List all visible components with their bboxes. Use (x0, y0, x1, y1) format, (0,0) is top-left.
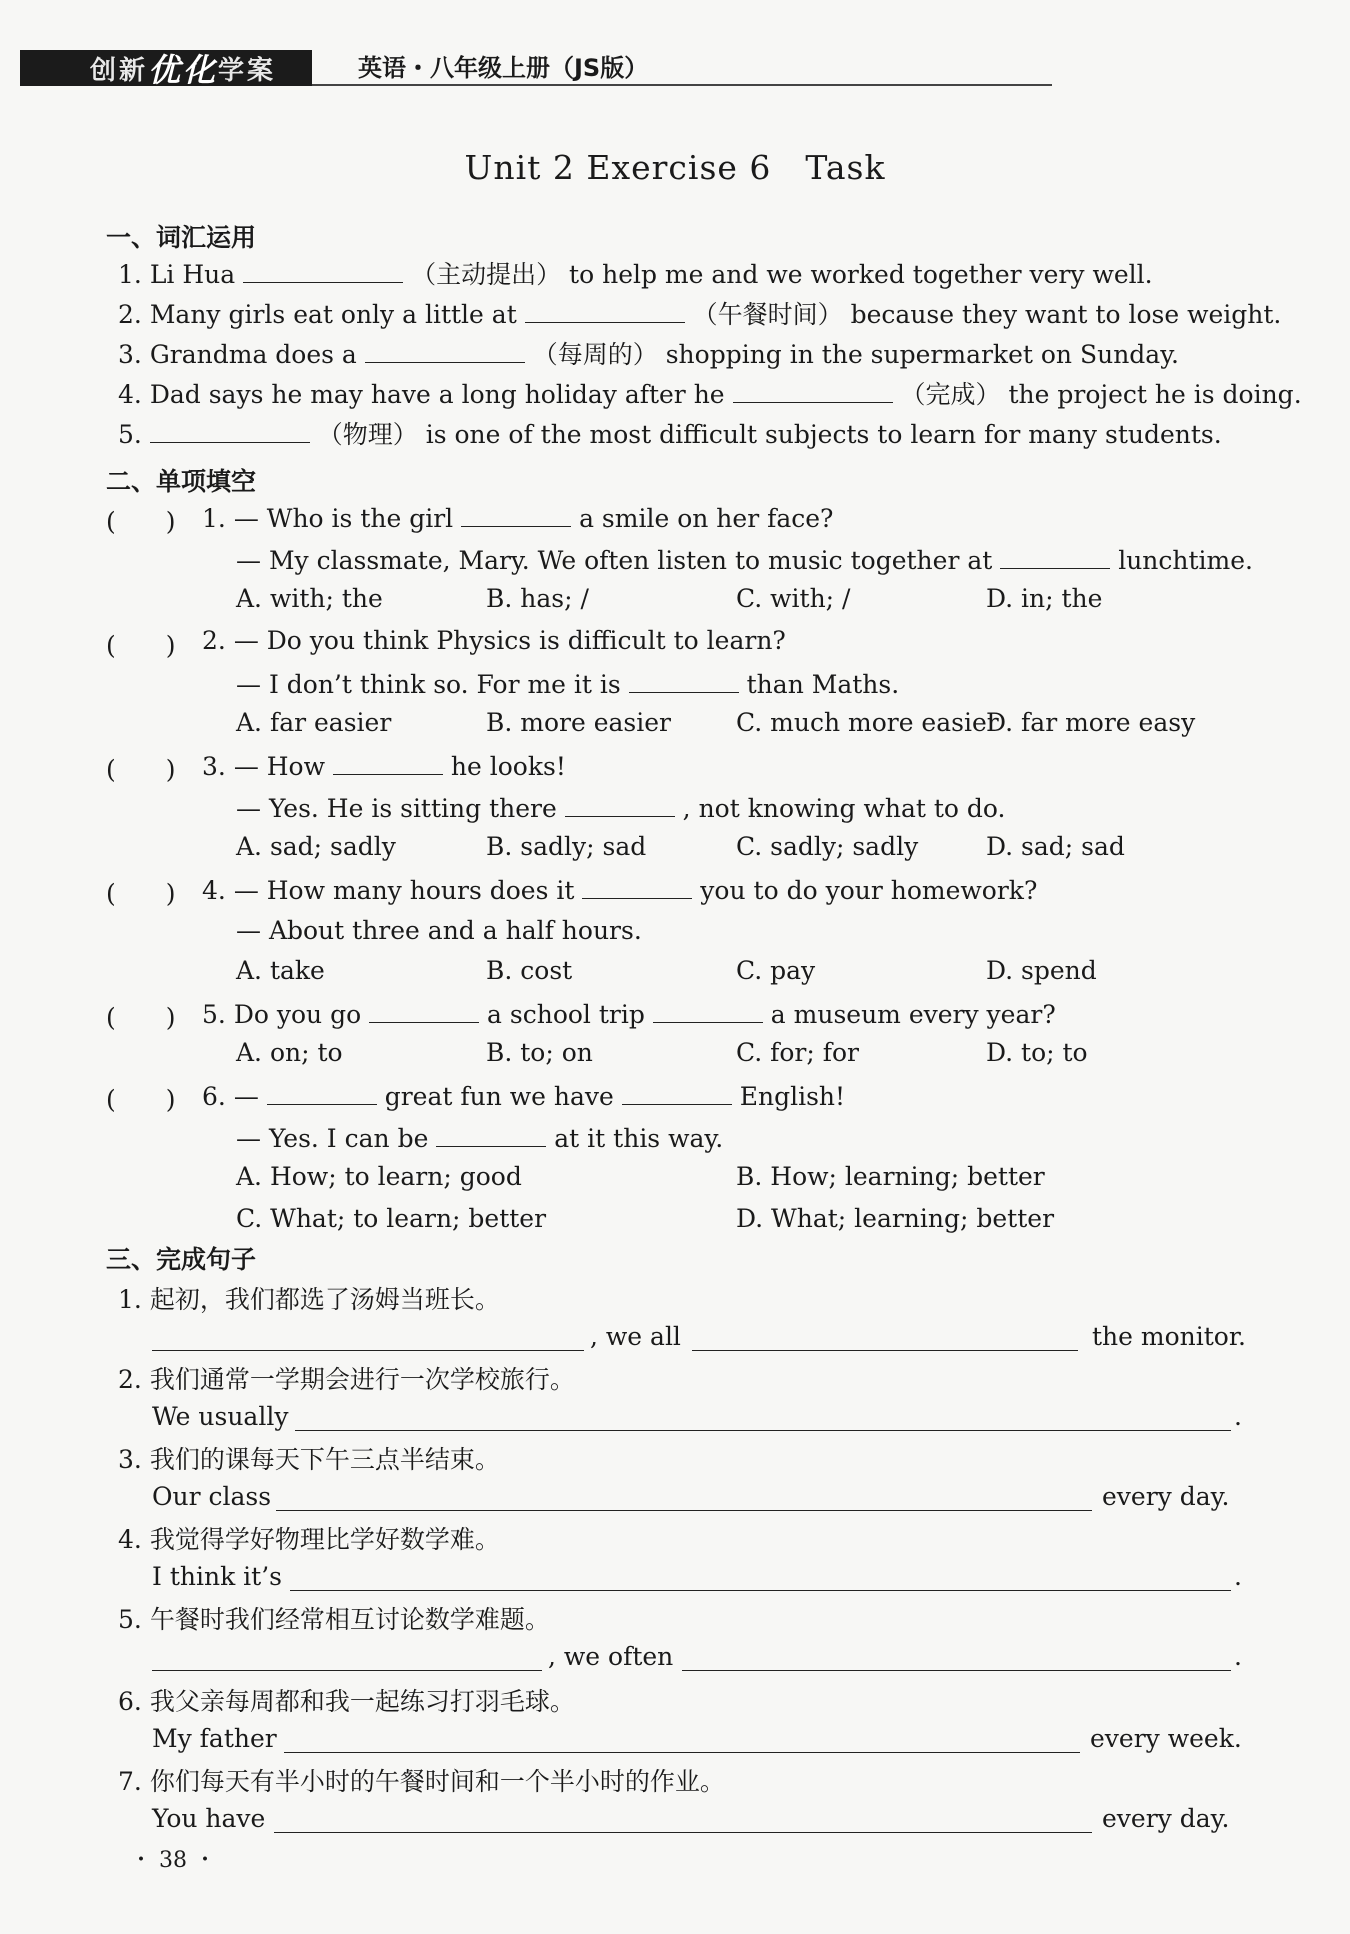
answer-line[interactable] (276, 1510, 1092, 1511)
answer-line[interactable] (152, 1670, 542, 1671)
option-d[interactable]: D. far more easy (986, 708, 1196, 737)
mc-question-6: 6. — great fun we have English! (202, 1078, 845, 1114)
sentence-ending: the monitor. (1092, 1322, 1246, 1351)
vocab-item-4: 4. Dad says he may have a long holiday after he （完成） the project he is doing. (118, 376, 1302, 412)
mc-question-4: 4. — How many hours does it you to do your homework? (202, 872, 1037, 908)
option-d[interactable]: D. in; the (986, 584, 1103, 613)
option-a[interactable]: A. take (236, 956, 325, 985)
option-d[interactable]: D. sad; sad (986, 832, 1125, 861)
answer-bracket[interactable]: ( ) (106, 631, 176, 660)
translate-item-7: 7. 你们每天有半小时的午餐时间和一个半小时的作业。 (118, 1767, 725, 1796)
answer-bracket[interactable]: ( ) (106, 755, 176, 784)
sentence-ending: every day. (1102, 1804, 1230, 1833)
answer-blank[interactable] (733, 376, 893, 403)
mc-question-2-reply: — I don’t think so. For me it is than Maths. (236, 666, 899, 702)
mc-question-4-reply: — About three and a half hours. (236, 916, 642, 945)
answer-blank[interactable] (582, 872, 692, 899)
option-a[interactable]: A. How; to learn; good (236, 1162, 522, 1191)
answer-line[interactable] (152, 1350, 584, 1351)
mc-question-3: 3. — How he looks! (202, 748, 566, 784)
sentence-ending: every week. (1090, 1724, 1242, 1753)
sentence-ending: . (1234, 1562, 1242, 1591)
option-c[interactable]: C. for; for (736, 1038, 860, 1067)
brand-banner (20, 50, 312, 89)
option-d[interactable]: D. to; to (986, 1038, 1088, 1067)
answer-bracket[interactable]: ( ) (106, 507, 176, 536)
translate-item-3: 3. 我们的课每天下午三点半结束。 (118, 1445, 500, 1474)
brand-text-3: 学案 (218, 55, 277, 86)
option-a[interactable]: A. with; the (236, 584, 383, 613)
option-c[interactable]: C. pay (736, 956, 816, 985)
answer-bracket[interactable]: ( ) (106, 879, 176, 908)
subject-label: 英语・八年级上册（JS版） (358, 54, 649, 82)
answer-line[interactable] (284, 1752, 1080, 1753)
mc-question-1: 1. — Who is the girl a smile on her face? (202, 500, 833, 536)
sentence-start: I think it’s (152, 1562, 282, 1591)
brand-text-2: 优化 (148, 51, 219, 89)
sentence-fragment: , we all (590, 1322, 681, 1351)
option-c[interactable]: C. with; / (736, 584, 851, 613)
option-a[interactable]: A. on; to (236, 1038, 343, 1067)
answer-blank[interactable] (436, 1120, 546, 1147)
option-a[interactable]: A. sad; sadly (236, 832, 396, 861)
translate-item-6: 6. 我父亲每周都和我一起练习打羽毛球。 (118, 1687, 575, 1716)
vocab-item-5: 5. （物理） is one of the most difficult subjects to learn for many students. (118, 416, 1222, 452)
translate-item-5: 5. 午餐时我们经常相互讨论数学难题。 (118, 1605, 550, 1634)
header-rule (312, 84, 1052, 86)
answer-line[interactable] (682, 1670, 1231, 1671)
answer-blank[interactable] (333, 748, 443, 775)
page-title: Unit 2 Exercise 6 Task (464, 148, 886, 187)
answer-blank[interactable] (369, 996, 479, 1023)
option-b[interactable]: B. more easier (486, 708, 671, 737)
option-b[interactable]: B. How; learning; better (736, 1162, 1045, 1191)
translate-item-4: 4. 我觉得学好物理比学好数学难。 (118, 1525, 500, 1554)
answer-blank[interactable] (243, 256, 403, 283)
sentence-start: Our class (152, 1482, 272, 1511)
answer-bracket[interactable]: ( ) (106, 1003, 176, 1032)
answer-bracket[interactable]: ( ) (106, 1085, 176, 1114)
section2-heading: 二、单项填空 (106, 467, 257, 496)
sentence-ending: . (1234, 1402, 1242, 1431)
sentence-ending: . (1234, 1642, 1242, 1671)
mc-question-6-reply: — Yes. I can be at it this way. (236, 1120, 723, 1156)
translate-item-2: 2. 我们通常一学期会进行一次学校旅行。 (118, 1365, 575, 1394)
option-b[interactable]: B. sadly; sad (486, 832, 647, 861)
answer-blank[interactable] (565, 790, 675, 817)
mc-question-1-reply: — My classmate, Mary. We often listen to music together at lunchtime. (236, 542, 1253, 578)
answer-blank[interactable] (365, 336, 525, 363)
option-c[interactable]: C. much more easier (736, 708, 999, 737)
section3-heading: 三、完成句子 (106, 1245, 257, 1274)
answer-blank[interactable] (525, 296, 685, 323)
page-number: ・ 38 ・ (130, 1848, 216, 1873)
mc-question-5: 5. Do you go a school trip a museum every year? (202, 996, 1056, 1032)
option-b[interactable]: B. cost (486, 956, 573, 985)
vocab-item-2: 2. Many girls eat only a little at （午餐时间） because they want to lose weight. (118, 296, 1281, 332)
answer-line[interactable] (290, 1590, 1231, 1591)
answer-line[interactable] (295, 1430, 1231, 1431)
answer-blank[interactable] (629, 666, 739, 693)
translate-item-1: 1. 起初，我们都选了汤姆当班长。 (118, 1285, 500, 1314)
brand-text-1: 创新 (90, 55, 149, 86)
answer-line[interactable] (274, 1832, 1092, 1833)
mc-question-3-reply: — Yes. He is sitting there , not knowing what to do. (236, 790, 1005, 826)
vocab-item-3: 3. Grandma does a （每周的） shopping in the supermarket on Sunday. (118, 336, 1179, 372)
mc-question-2: 2. — Do you think Physics is difficult to learn? (202, 626, 786, 655)
answer-blank[interactable] (267, 1078, 377, 1105)
option-c[interactable]: C. sadly; sadly (736, 832, 919, 861)
sentence-ending: every day. (1102, 1482, 1230, 1511)
option-b[interactable]: B. has; / (486, 584, 589, 613)
sentence-start: You have (152, 1804, 266, 1833)
vocab-item-1: 1. Li Hua （主动提出） to help me and we worked together very well. (118, 256, 1153, 292)
option-c[interactable]: C. What; to learn; better (236, 1204, 547, 1233)
sentence-start: My father (152, 1724, 277, 1753)
option-d[interactable]: D. spend (986, 956, 1097, 985)
answer-blank[interactable] (1000, 542, 1110, 569)
sentence-fragment: , we often (548, 1642, 674, 1671)
answer-blank[interactable] (622, 1078, 732, 1105)
answer-line[interactable] (692, 1350, 1078, 1351)
answer-blank[interactable] (653, 996, 763, 1023)
option-a[interactable]: A. far easier (236, 708, 392, 737)
option-d[interactable]: D. What; learning; better (736, 1204, 1055, 1233)
answer-blank[interactable] (150, 416, 310, 443)
sentence-start: We usually (152, 1402, 289, 1431)
answer-blank[interactable] (461, 500, 571, 527)
option-b[interactable]: B. to; on (486, 1038, 593, 1067)
section1-heading: 一、词汇运用 (106, 223, 257, 252)
